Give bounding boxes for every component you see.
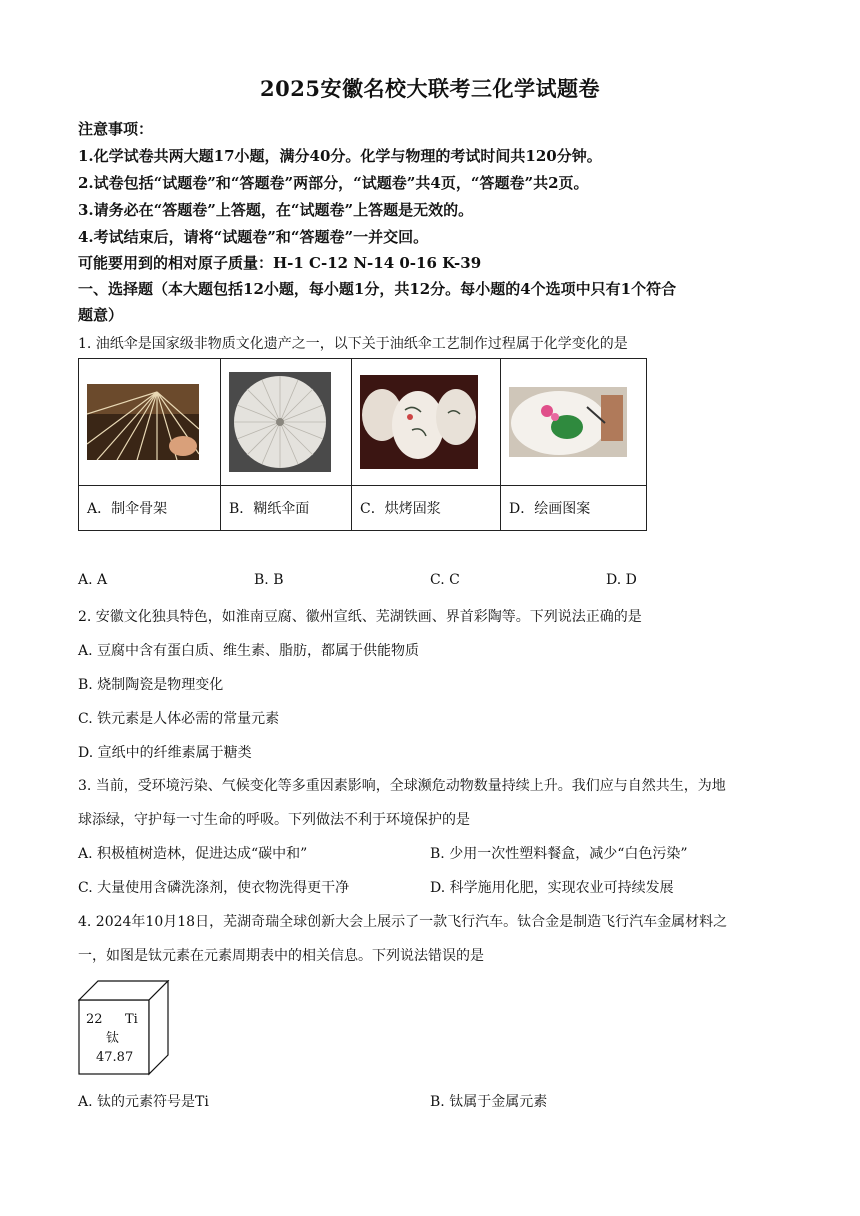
element-mass: 47.87 [96,1050,134,1065]
q4-option-a[interactable]: A. 钛的元素符号是Ti [78,1094,209,1110]
q2-stem: 2. 安徽文化独具特色，如淮南豆腐、徽州宣纸、芜湖铁画、界首彩陶等。下列说法正确的是 [78,609,642,625]
notice-item-2: 2.试卷包括“试题卷”和“答题卷”两部分，“试题卷”共4页，“答题卷”共2页。 [78,174,589,192]
notice-item-1: 1.化学试卷共两大题17小题，满分40分。化学与物理的考试时间共120分钟。 [78,147,602,165]
q2-option-b[interactable]: B. 烧制陶瓷是物理变化 [78,677,224,693]
titanium-element-cell [78,980,170,1076]
baking-umbrellas-photo [360,375,478,469]
section1-heading-cont: 题意） [78,306,124,324]
umbrella-frame-photo [87,384,199,460]
q3-option-b[interactable]: B. 少用一次性塑料餐盒，减少“白色污染” [430,846,688,862]
q2-option-d[interactable]: D. 宣纸中的纤维素属于糖类 [78,745,252,761]
q3-option-a[interactable]: A. 积极植树造林，促进达成“碳中和” [78,846,308,862]
q1-option-d[interactable]: D. D [606,572,637,588]
q3-stem: 3. 当前，受环境污染、气候变化等多重因素影响，全球濒危动物数量持续上升。我们应与自然共生，为地 [78,778,726,794]
q4-option-b[interactable]: B. 钛属于金属元素 [430,1094,548,1110]
q3-option-d[interactable]: D. 科学施用化肥，实现农业可持续发展 [430,880,674,896]
q1-option-a[interactable]: A. A [78,572,108,588]
q2-option-c[interactable]: C. 铁元素是人体必需的常量元素 [78,711,280,727]
q3-stem-cont: 球添绿，守护每一寸生命的呼吸。下列做法不利于环境保护的是 [78,812,470,828]
q1-option-b[interactable]: B. B [254,572,284,588]
q2-option-a[interactable]: A. 豆腐中含有蛋白质、维生素、脂肪，都属于供能物质 [78,643,420,659]
notice-item-3: 3.请务必在“答题卷”上答题，在“试题卷”上答题是无效的。 [78,201,474,219]
q1-option-c[interactable]: C. C [430,572,460,588]
q1-stem: 1. 油纸伞是国家级非物质文化遗产之一，以下关于油纸伞工艺制作过程属于化学变化的是 [78,336,628,352]
q4-stem-cont: 一，如图是钛元素在元素周期表中的相关信息。下列说法错误的是 [78,948,484,964]
painting-umbrella-photo [509,387,627,457]
notice-heading: 注意事项： [78,120,154,138]
q1-caption-c: C．烘烤固浆 [352,486,501,531]
section1-heading: 一、选择题（本大题包括12小题，每小题1分，共12分。每小题的4个选项中只有1个符合 [78,280,677,298]
q1-caption-b: B．糊纸伞面 [221,486,352,531]
notice-item-4: 4.考试结束后，请将“试题卷”和“答题卷”一并交回。 [78,228,429,246]
element-symbol: Ti [125,1012,138,1027]
q1-caption-d: D．绘画图案 [501,486,647,531]
q1-image-table [78,358,647,531]
q1-image-a [79,359,221,486]
q1-image-c [352,359,501,486]
q3-option-c[interactable]: C. 大量使用含磷洗涤剂，使衣物洗得更干净 [78,880,350,896]
atomic-mass-line: 可能要用到的相对原子质量：H-1 C-12 N-14 0-16 K-39 [78,254,482,272]
q1-image-b [221,359,352,486]
page-title: 2025安徽名校大联考三化学试题卷 [260,76,600,101]
q1-image-d [501,359,647,486]
paper-umbrella-photo [229,372,331,472]
q4-stem: 4. 2024年10月18日，芜湖奇瑞全球创新大会上展示了一款飞行汽车。钛合金是制造飞行汽车金属材料之 [78,914,728,930]
element-name: 钛 [106,1031,120,1046]
element-number: 22 [86,1012,103,1027]
q1-caption-a: A．制伞骨架 [79,486,221,531]
